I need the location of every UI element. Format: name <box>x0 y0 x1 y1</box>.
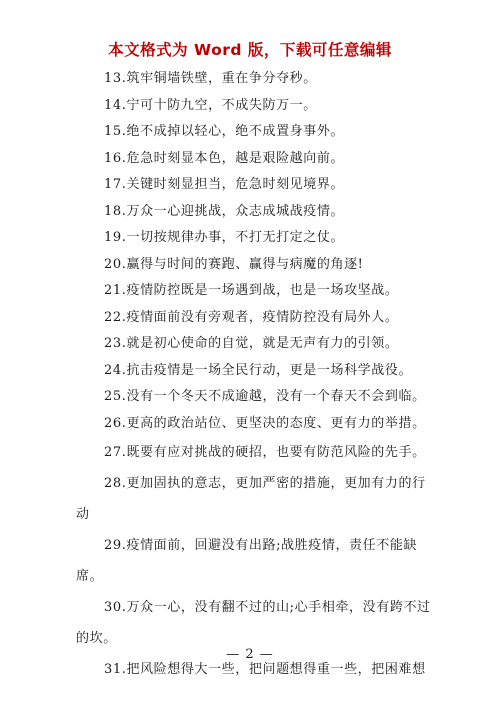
list-item: 22.疫情面前没有旁观者，疫情防控没有局外人。 <box>104 309 399 325</box>
list-item: 17.关键时刻显担当，危急时刻见境界。 <box>104 177 345 192</box>
document-header: 本文格式为 Word 版，下载可任意编辑 <box>108 41 392 59</box>
list-item-30-rest: 的坎。 <box>76 631 117 646</box>
list-item: 21.疫情防控既是一场遇到战，也是一场攻坚战。 <box>104 283 399 298</box>
list-item: 26.更高的政治站位、更坚决的态度、更有力的举措。 <box>104 415 426 431</box>
list-item: 15.绝不成掉以轻心，绝不成置身事外。 <box>104 124 345 139</box>
list-item-29-rest: 席。 <box>76 569 104 584</box>
list-item-28-first: 28.更加固执的意志，更加严密的措施，更加有力的行 <box>104 476 426 491</box>
list-item: 16.危急时刻显本色，越是艰险越向前。 <box>104 150 345 166</box>
list-item: 23.就是初心使命的自觉，就是无声有力的引领。 <box>104 336 399 351</box>
page-number: — 2 — <box>226 647 274 662</box>
list-item: 27.既要有应对挑战的硬招，也要有防范风险的先手。 <box>104 445 426 460</box>
list-item: 24.抗击疫情是一场全民行动，更是一场科学战役。 <box>104 362 413 378</box>
list-item-28-rest: 动 <box>76 507 90 522</box>
list-item: 25.没有一个冬天不成逾越，没有一个春天不会到临。 <box>104 389 426 404</box>
list-item: 19.一切按规律办事，不打无打定之仗。 <box>104 230 345 245</box>
list-item: 13.筑牢铜墙铁壁，重在争分夺秒。 <box>104 71 317 86</box>
list-item: 18.万众一心迎挑战，众志成城战疫情。 <box>104 203 345 219</box>
list-item: 20.赢得与时间的赛跑、赢得与病魔的角逐! <box>104 256 364 272</box>
document-body <box>76 66 431 685</box>
list-item-31-first: 31.把风险想得大一些，把问题想得重一些，把困难想 <box>104 662 426 677</box>
list-item-30-first: 30.万众一心，没有翻不过的山;心手相牵，没有跨不过 <box>104 600 431 615</box>
list-item-29-first: 29.疫情面前，回避没有出路;战胜疫情，责任不能缺 <box>104 538 418 553</box>
list-item: 14.宁可十防九空，不成失防万一。 <box>104 97 317 113</box>
